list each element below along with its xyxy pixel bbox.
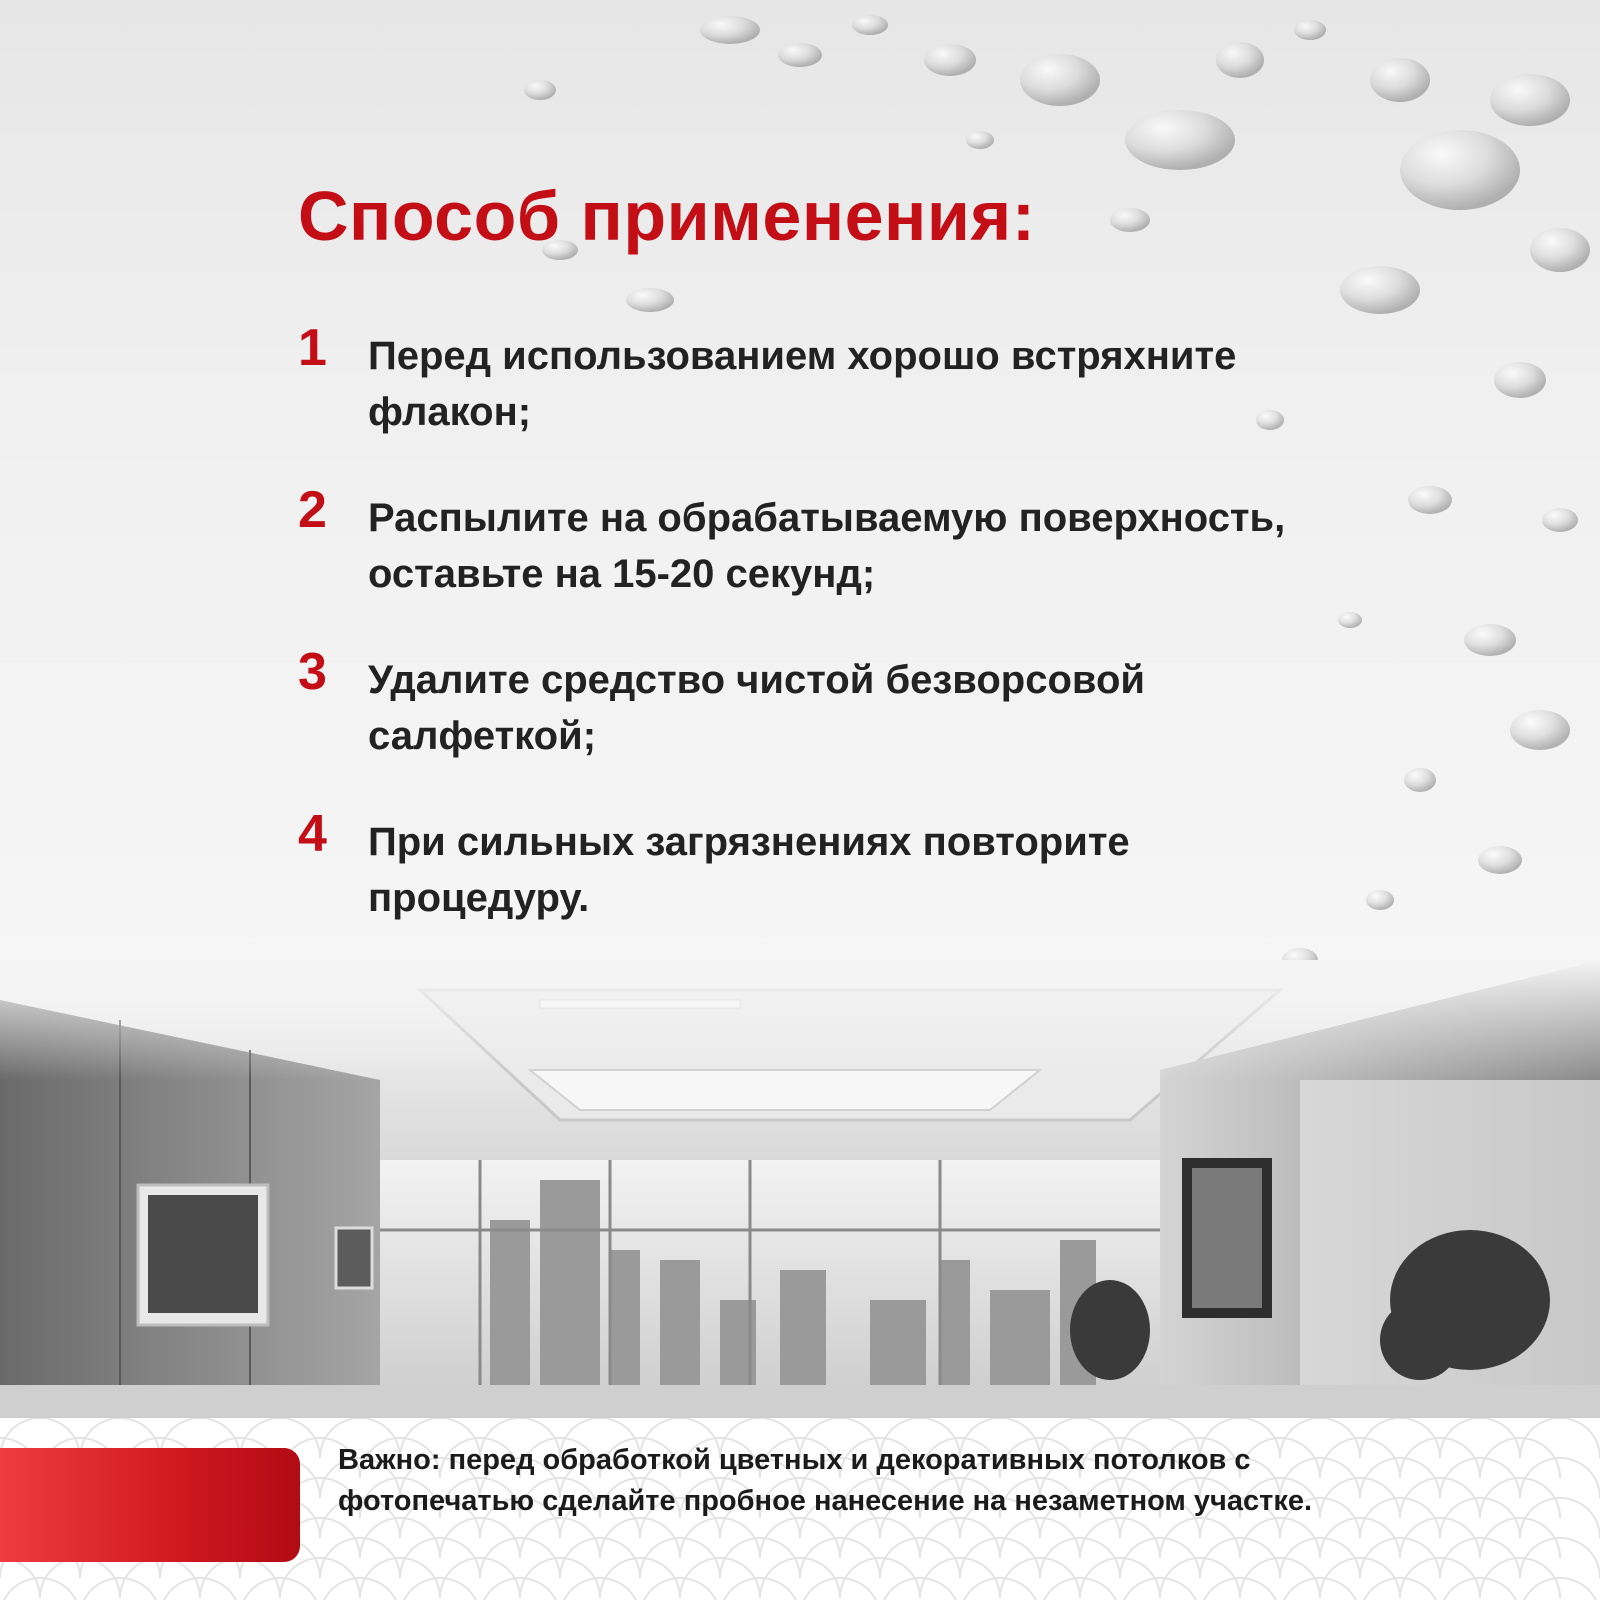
accent-bar xyxy=(0,1448,300,1562)
step-number: 1 xyxy=(298,319,327,377)
step-text: Удалите средство чистой безворсовой салфеткой; xyxy=(368,658,1145,758)
step-number: 4 xyxy=(298,805,327,863)
step-number: 2 xyxy=(298,481,327,539)
step-number: 3 xyxy=(298,643,327,701)
footer-note-area xyxy=(0,1418,1600,1600)
step-text: При сильных загрязнениях повторите процедуру. xyxy=(368,820,1130,920)
step-text: Распылите на обрабатываемую поверхность, оставьте на 15-20 секунд; xyxy=(368,496,1286,596)
office-interior-image xyxy=(0,960,1600,1420)
important-note: Важно: перед обработкой цветных и декоративных потолков с фотопечатью сделайте пробное нанесение на незаметном участке. xyxy=(338,1444,1313,1517)
page-title: Способ применения: xyxy=(298,177,1036,255)
step-text: Перед использованием хорошо встряхните флакон; xyxy=(368,334,1237,434)
